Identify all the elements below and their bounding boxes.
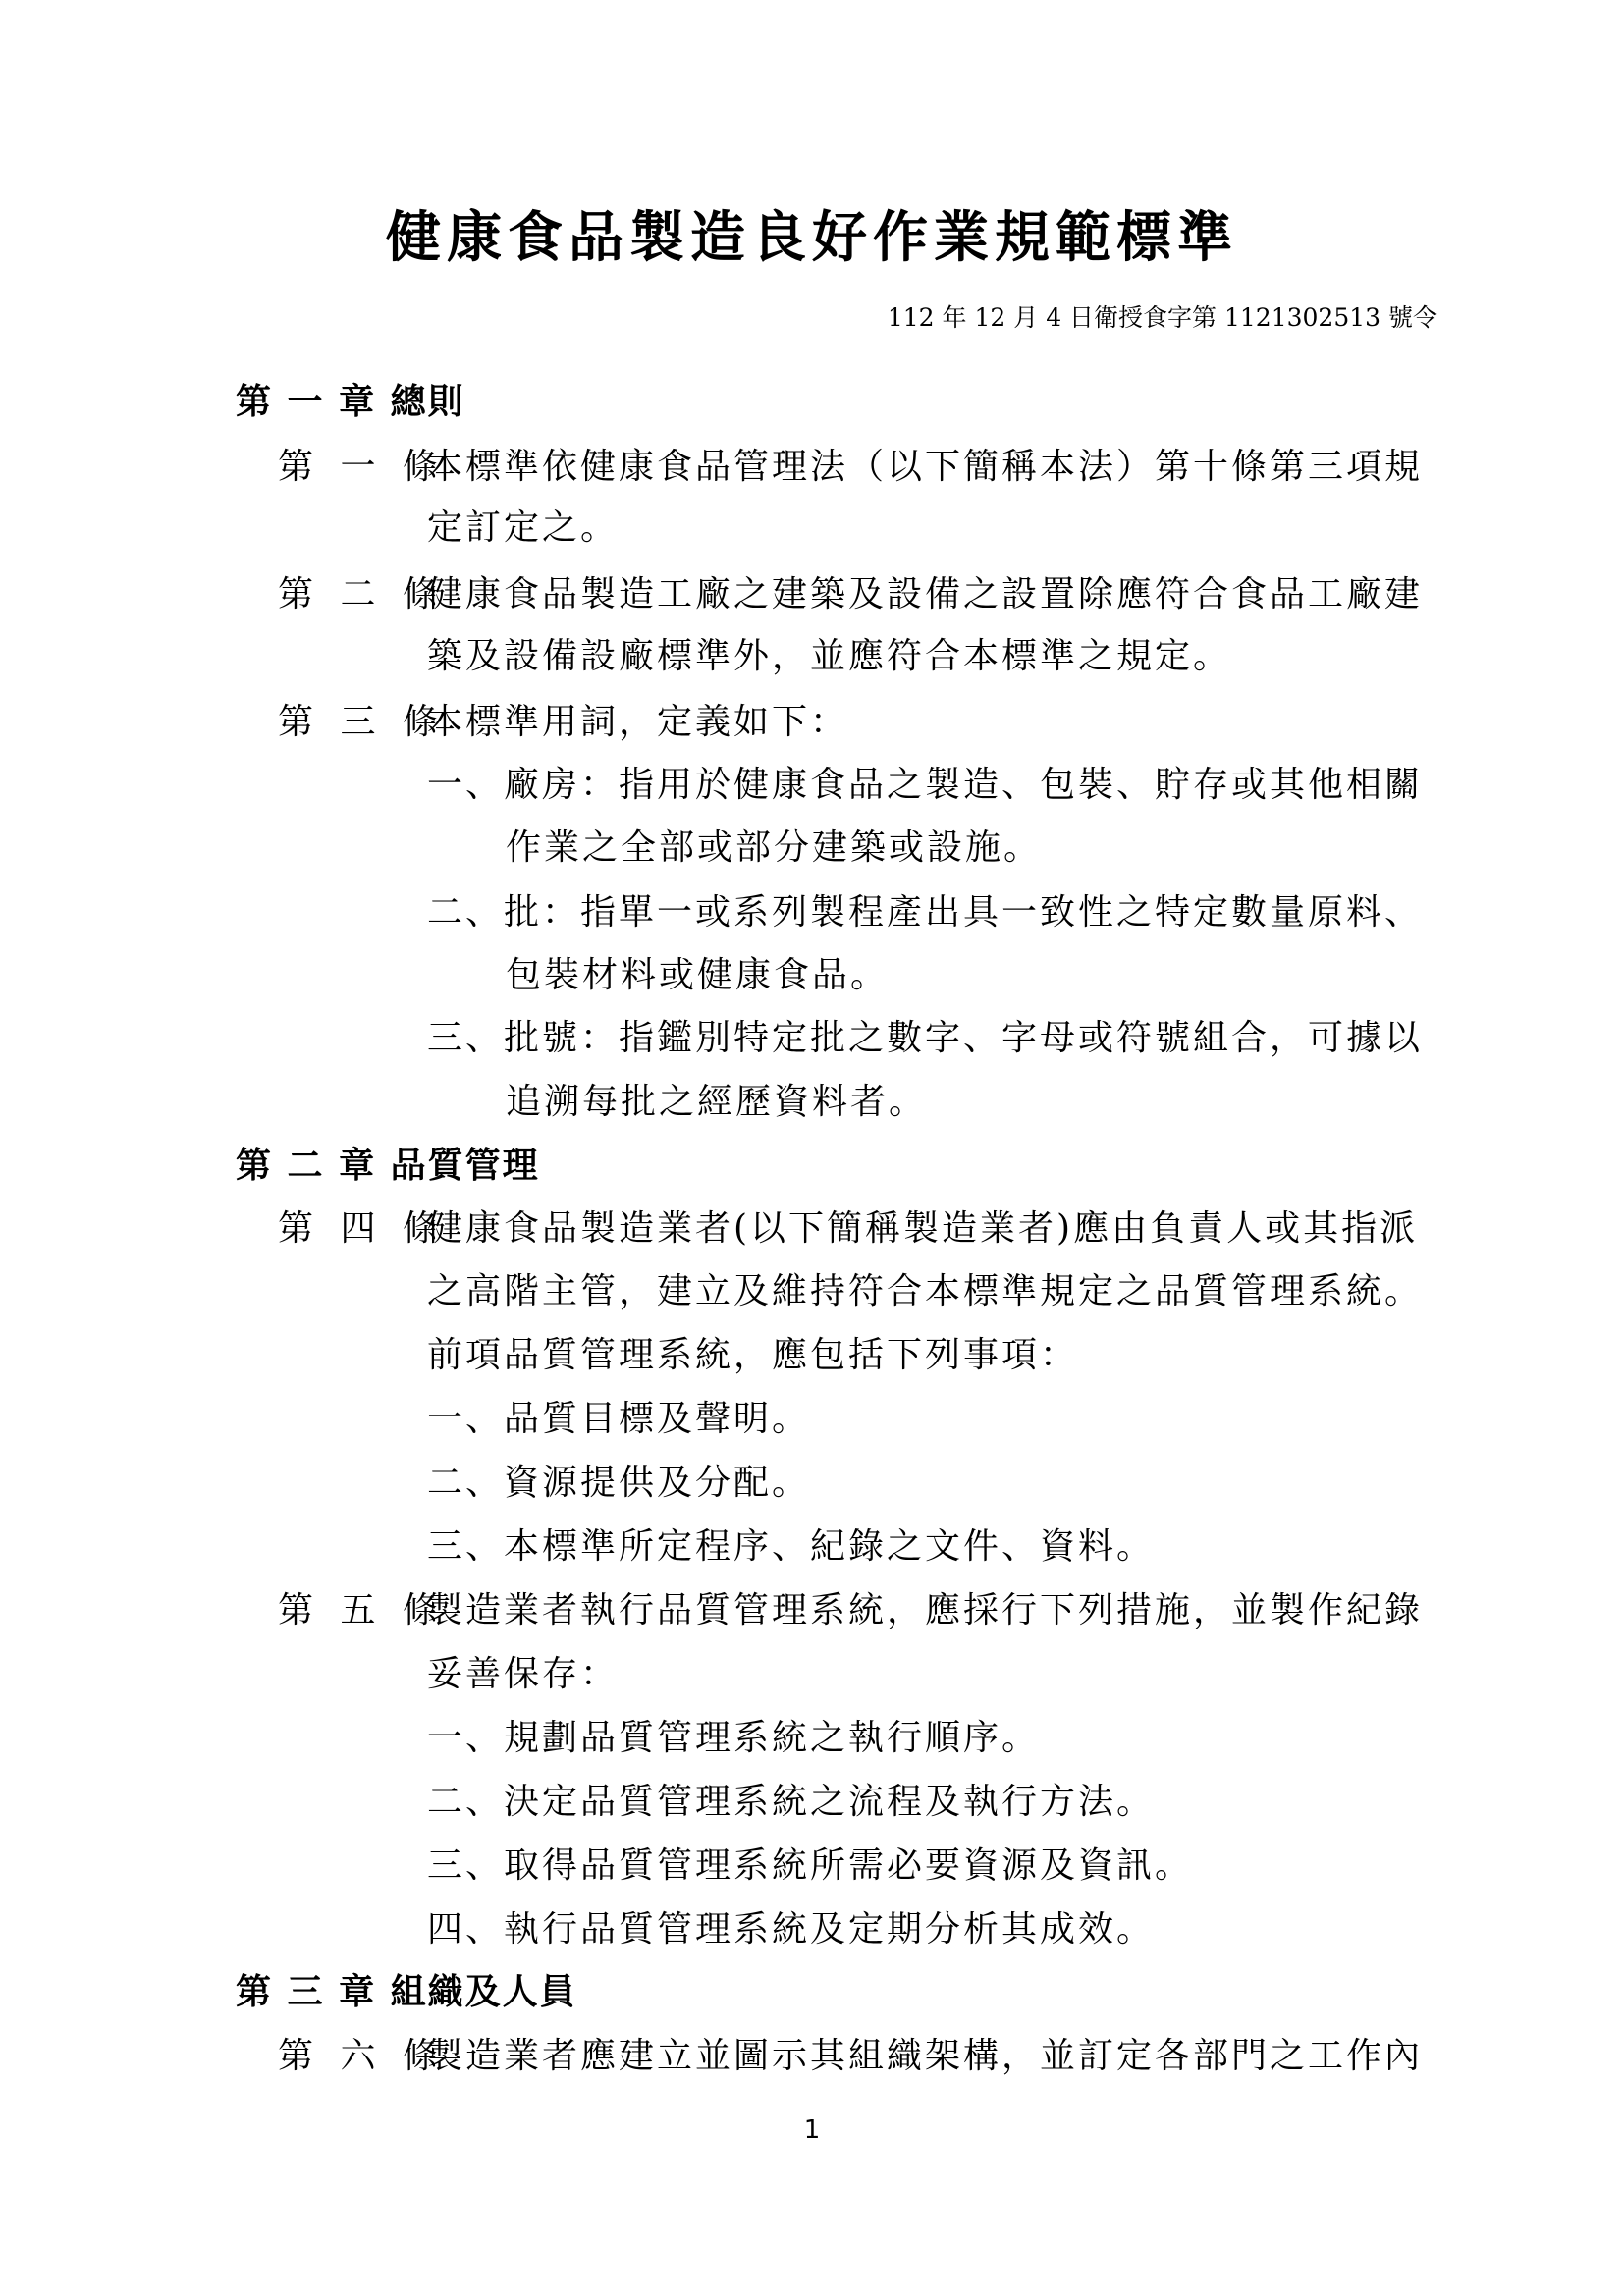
article-text-line: 定訂定之。 [427, 507, 620, 548]
article-number: 第 一 條 [278, 447, 446, 487]
article-item-line: 作業之全部或部分建築或設施。 [506, 828, 1043, 868]
article-text-line: 本標準依健康食品管理法（以下簡稱本法）第十條第三項規 [427, 447, 1424, 487]
chapter-heading: 第 一 章 總則 [236, 382, 465, 422]
article-number: 第 四 條 [278, 1208, 446, 1249]
article-item-line: 一、廠房：指用於健康食品之製造、包裝、貯存或其他相關 [427, 765, 1424, 805]
article-item-line: 二、決定品質管理系統之流程及執行方法。 [427, 1782, 1156, 1822]
page-title: 健康食品製造良好作業規範標準 [386, 206, 1238, 270]
article-text-line: 製造業者執行品質管理系統，應採行下列措施，並製作紀錄 [427, 1590, 1424, 1630]
article-text-line: 本標準用詞，定義如下： [427, 702, 849, 742]
article-text-line: 製造業者應建立並圖示其組織架構，並訂定各部門之工作內 [427, 2036, 1424, 2076]
chapter-heading: 第 二 章 品質管理 [236, 1146, 540, 1186]
article-item-line: 追溯每批之經歷資料者。 [506, 1082, 928, 1122]
page-number: 1 [803, 2115, 821, 2145]
article-number: 第 五 條 [278, 1590, 446, 1630]
article-item-line: 一、規劃品質管理系統之執行順序。 [427, 1718, 1041, 1758]
order-line: 112 年 12 月 4 日衛授食字第 1121302513 號令 [887, 303, 1437, 332]
article-item-line: 一、品質目標及聲明。 [427, 1399, 811, 1439]
article-item-line: 二、資源提供及分配。 [427, 1463, 811, 1503]
article-text-line: 前項品質管理系統，應包括下列事項： [427, 1335, 1079, 1375]
article-text-line: 之高階主管，建立及維持符合本標準規定之品質管理系統。 [427, 1271, 1424, 1311]
article-number: 第 六 條 [278, 2036, 446, 2076]
article-number: 第 三 條 [278, 702, 446, 742]
article-text-line: 健康食品製造工廠之建築及設備之設置除應符合食品工廠建 [427, 574, 1424, 614]
article-number: 第 二 條 [278, 574, 446, 614]
article-text-line: 妥善保存： [427, 1654, 620, 1694]
chapter-heading: 第 三 章 組織及人員 [236, 1972, 577, 2012]
article-item-line: 四、執行品質管理系統及定期分析其成效。 [427, 1909, 1156, 1949]
article-text-line: 築及設備設廠標準外，並應符合本標準之規定。 [427, 636, 1232, 676]
article-item-line: 三、取得品質管理系統所需必要資源及資訊。 [427, 1845, 1194, 1886]
article-text-line: 健康食品製造業者(以下簡稱製造業者)應由負責人或其指派 [427, 1208, 1419, 1249]
article-item-line: 二、批：指單一或系列製程產出具一致性之特定數量原料、 [427, 892, 1424, 933]
article-item-line: 三、批號：指鑑別特定批之數字、字母或符號組合，可據以 [427, 1018, 1424, 1058]
article-item-line: 三、本標準所定程序、紀錄之文件、資料。 [427, 1526, 1156, 1567]
article-item-line: 包裝材料或健康食品。 [506, 955, 890, 995]
